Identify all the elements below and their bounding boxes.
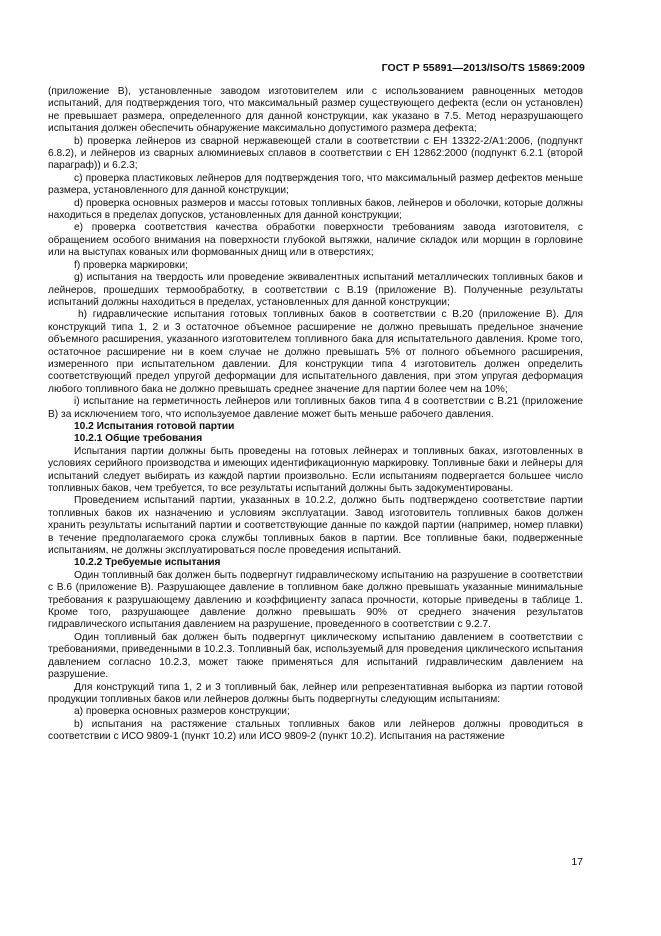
section-heading: 10.2.2 Требуемые испытания: [74, 557, 221, 569]
paragraph: b) проверка лейнеров из сварной нержавеющей стали в соответствии с ЕН 13322-2/А1:2006, (подпункт 6.8.2), и лейнеров из сварных алюминиевых сплавов в соответствии с ЕН 12862:2000 (подпункт 6.2.1 (второй параграф)) и 6.2.3;: [48, 135, 583, 172]
paragraph: f) проверка маркировки;: [74, 259, 188, 271]
paragraph: Проведением испытаний партии, указанных в 10.2.2, должно быть подтверждено соответствие партии топливных баков их назначению и условиям эксплуатации. Завод изготовитель топливных баков должен хранить результаты испытаний партии и соответствующие данные по каждой партии (например, номер плавки) в течение предполагаемого срока службы топливных баков в партии. Все топливные баки, подверженные испытаниям, не должны эксплуатироваться после проведения испытаний.: [48, 495, 583, 557]
paragraph: Один топливный бак должен быть подвергнут гидравлическому испытанию на разрушение в соответствии с В.6 (приложение В). Разрушающее давление в топливном баке должно превышать указанные минимальные требования к разрушающему давлению и коэффициенту запаса прочности, которые приведены в таблице 1. Кроме того, разрушающее давление должно превышать 90% от среднего значения результатов гидравлического испытания давлением на разрушение, проведенного в соответствии с 9.2.7.: [48, 569, 583, 631]
paragraph: е) проверка соответствия качества обработки поверхности требованиям завода изготовителя, с обращением особого внимания на поверхности глубокой вытяжки, наличие складок или морщин в горловине или на выступах кованых или формованных днищ или в отверстиях;: [48, 222, 583, 259]
paragraph: g) испытания на твердость или проведение эквивалентных испытаний металлических топливных баков и лейнеров, прошедших термообработку, в соответствии с В.19 (приложение В). Полученные результаты испытаний должны находиться в пределах, установленных для данной конструкции;: [48, 272, 583, 308]
paragraph: с) проверка пластиковых лейнеров для подтверждения того, что максимальный размер дефектов меньше размера, установленного для данной конструкции;: [48, 172, 583, 197]
paragraph: d) проверка основных размеров и массы готовых топливных баков, лейнеров и оболочки, которые должны находиться в пределах допусков, установленных для данной конструкции;: [48, 197, 583, 222]
paragraph: i) испытание на герметичность лейнеров или топливных баков типа 4 в соответствии с В.21 (приложение В) за исключением того, что используемое давление может быть меньше рабочего давления.: [48, 396, 583, 420]
paragraph: Один топливный бак должен быть подвергнут циклическому испытанию давлением в соответствии с требованиями, приведенными в 10.2.3. Топливный бак, используемый для проведения циклического испытания давлением согласно 10.2.3, может также применяться для испытаний гидравлическим давлением на разрушение.: [48, 631, 583, 681]
document-header: ГОСТ Р 55891—2013/ISO/TS 15869:2009: [381, 62, 585, 74]
paragraph: b) испытания на растяжение стальных топливных баков или лейнеров должны проводиться в соответствии с ИСО 9809-1 (пункт 10.2) или ИСО 9809-2 (пункт 10.2). Испытания на растяжение: [48, 718, 583, 743]
section-heading: 10.2.1 Общие требования: [74, 433, 203, 445]
section-heading: 10.2 Испытания готовой партии: [74, 420, 235, 432]
paragraph: Испытания партии должны быть проведены на готовых лейнерах и топливных баках, изготовленных в условиях серийного производства и имеющих идентификационную маркировку. Топливные баки и лейнеры для испытаний следует выбирать из каждой партии произвольно. Если испытаниям подвергается большее число топливных баков, чем требуется, то все результаты испытаний должны быть задокументированы.: [48, 445, 583, 494]
paragraph: h) гидравлические испытания готовых топливных баков в соответствии с В.20 (приложение В). Для конструкций типа 1, 2 и 3 остаточное объемное расширение не должно превышать предельное значение объемного расширения, указанного изготовителем топливного бака для испытательного давления. Кроме того, остаточное расширение ни в коем случае не должно превышать 5% от полного объемного расширения, измеренного при испытательном давлении. Для конструкции типа 4 изготовитель должен определить соответствующий предел упругой деформации для испытательного давления, при этом упругая деформация любого топливного бака не должно превышать среднее значение для партии более чем на 10%;: [48, 309, 583, 395]
page-number: 17: [571, 856, 583, 868]
document-body: [48, 86, 583, 744]
paragraph: (приложение В), установленные заводом изготовителем или с использованием равноценных методов испытаний, для подтверждения того, что максимальный размер существующего дефекта (если он установлен) не превышает размера, определенного для данной конструкции, как указано в 7.5. Метод неразрушающего испытания должен обеспечить обнаружение максимально допустимого размера дефекта;: [48, 86, 583, 135]
paragraph: а) проверка основных размеров конструкции;: [74, 706, 290, 718]
paragraph: Для конструкций типа 1, 2 и 3 топливный бак, лейнер или репрезентативная выборка из партии готовой продукции топливных баков или лейнеров должны быть подвергнуты следующим испытаниям:: [48, 681, 583, 705]
